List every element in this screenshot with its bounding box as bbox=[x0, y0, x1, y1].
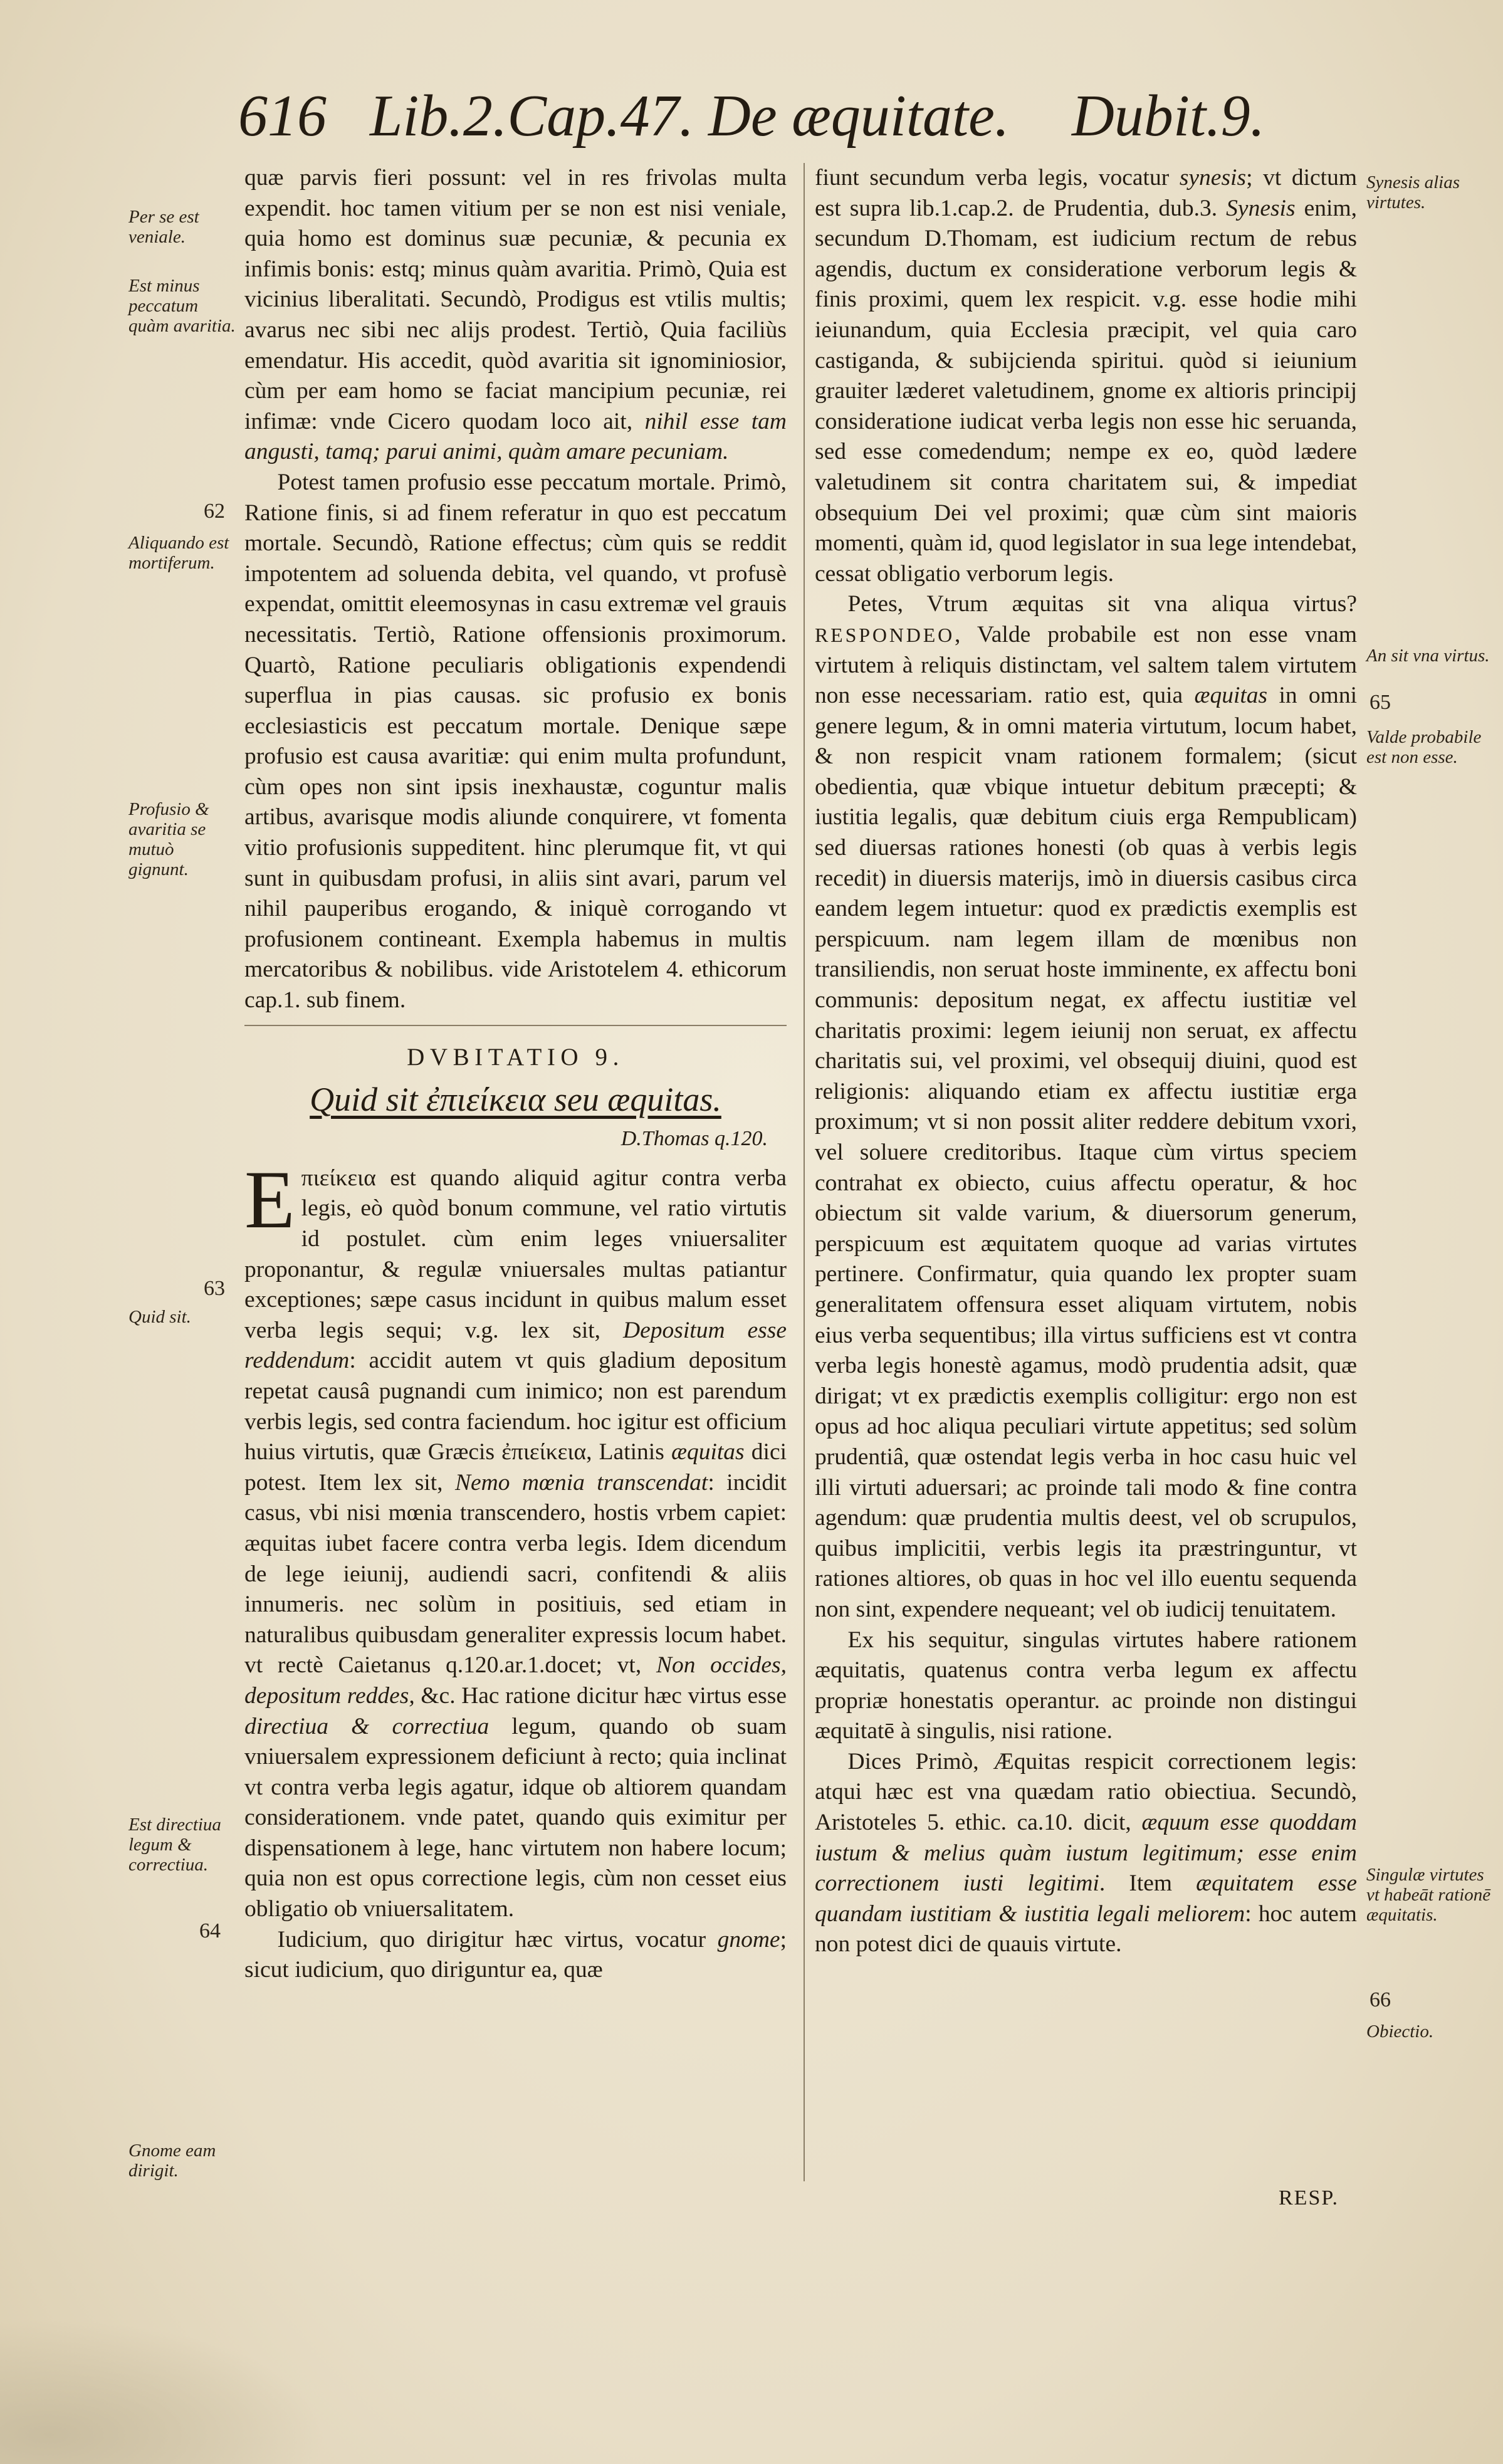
paper-stain bbox=[0, 2319, 326, 2464]
margin-note-directiua: Est directiua legum & correctiua. bbox=[128, 1815, 221, 1875]
paragraph-vtrum-virtus: Petes, Vtrum æquitas sit vna aliqua virtus? RESPONDEO, Valde probabile est non esse vnam virtutem à reliquis distinctam, vel saltem talem virtutem non esse necessariam. ratio est, quia æquitas in omni genere legum, & in omni materia virtutum, locum habet, & non respicit vnam rationem formalem; (sicut obedientia, quæ vbique intuetur debitum præcepti; & iustitia legalis, quæ debitum ciuis erga Rempublicam) sed diuersas rationes honesti (ob quas à verbis legis recedit) in diuersis materijs, imò in diuersis casibus circa eandem legem intuetur: quod ex prædictis exemplis est perspicuum. nam legem illam de mœnibus non transiliendis, non seruat hoste imminente, ex affectu boni communis: depositum negat, ex affectu iustitiæ vel charitatis proximi: legem ieiunij non seruat, ex affectu charitatis sui, vel proximi, vel obsequij diuini, quod est religionis: aliquando etiam ex affectu iustitiæ erga proximum; vt si non possit aliter reddere debitum vxori, vel soluere creditoribus. Itaque cùm virtus speciem contrahat ex obiecto, cuius affectu operatur, & hoc obiectum sit valde varium, & diuersorum generum, perspicuum est æquitatem quoque ad varias virtutes pertinere. Confirmatur, quia quando lex propter suam generalitatem offensura esset aliquam virtutem, nobis eius verba sequentibus; illa virtus sufficiens est vt contra verba legis honestè agamus, modò prudentia adsit, quæ dirigat; vt ex prædictis exemplis colligitur: ergo non est opus ad hoc aliqua peculiari virtute appetitus; sed solùm prudentiâ, quæ ostendat legis verba in hoc casu huic vel illi virtuti aduersari; ac proinde tali modo & fine contra agendum: quæ prudentia multis deest, vel ob scrupulos, quibus implicitii, verbis legis ita præstringuntur, vt rationes altiores, ob quas in hoc vel illo euentu sequenda non sint, expendere nequeant; vel ob iudicij tenuitatem. bbox=[815, 591, 1357, 1622]
section-number-66: 66 bbox=[1369, 1988, 1391, 2011]
margin-note-obiectio: Obiectio. bbox=[1366, 2021, 1434, 2042]
paragraph-dices: Dices Primò, Æquitas respicit correctionem legis: atqui hæc est vna quædam ratio obiectiua. Secundò, Aristoteles 5. ethic. ca.10. dicit, æquum esse quoddam iustum & melius quàm iustum legitimum; esse enim correctionem iusti legitimi. Item æquitatem esse quandam iustitiam & iustitia legali meliorem: hoc autem non potest dici de quauis virtute. bbox=[815, 1748, 1357, 1958]
paragraph-gnome: Iudicium, quo dirigitur hæc virtus, vocatur gnome; sicut iudicium, quo diriguntur ea, quæ bbox=[244, 1926, 787, 1983]
paragraph-sequitur: Ex his sequitur, singulas virtutes habere rationem æquitatis, quatenus contra verba legum ex affectu propriæ honestatis operantur. ac proinde non distingui æquitatē à singulis, nisi ratione. bbox=[815, 1627, 1357, 1744]
margin-note-mortiferum: Aliquando est mortiferum. bbox=[128, 533, 229, 573]
margin-note-quid-sit: Quid sit. bbox=[128, 1307, 191, 1327]
margin-note-probabile: Valde probabile est non esse. bbox=[1366, 727, 1482, 767]
column-divider bbox=[804, 163, 805, 2181]
question-title: Quid sit ἐπιείκεια seu æquitas. bbox=[310, 1081, 721, 1119]
paragraph-peccatum-mortale: Potest tamen profusio esse peccatum mortale. Primò, Ratione finis, si ad finem referatur in quo est peccatum mortale. Secundò, Ratione effectus; cùm quis se reddit impotentem ad soluenda debita, vel quando, vt profusè expendat, omittit eleemosynas in casu extremæ vel grauis necessitatis. Tertiò, Ratione offensionis proximorum. Quartò, Ratione peculiaris obligationis expendendi superflua in pias causas. sic profusio ex bonis ecclesiasticis est peccatum mortale. Denique sæpe profusio est causa avaritiæ: qui enim multa profundunt, cùm opes non sint ipsis inexhaustæ, coguntur malis artibus, avarisque modis aliunde conquirere, vt fomenta vitio profusionis suppeditent. hinc plerumque fit, vt qui sunt in quibusdam profusi, in aliis sint avari, parum vel nihil pauperibus erogando, & iniquè corrogando vt profusionem contineant. Exempla habemus in multis mercatoribus & nobilibus. vide Aristotelem 4. ethicorum cap.1. sub finem. bbox=[244, 469, 787, 1014]
paragraph-synesis: fiunt secundum verba legis, vocatur synesis; vt dictum est supra lib.1.cap.2. de Prudentia, dub.3. Synesis enim, secundum D.Thomam, est iudicium rectum de rebus agendis, ductum ex consideratione verborum legis & finis proximi, quem lex respicit. v.g. esse hodie mihi ieiunandum, quia Ecclesia præcipit, vel quia caro castiganda, & subijcienda spiritui. quòd si ieiunium grauiter læderet valetudinem, gnome ex altioris principij consideratione iudicat verba legis non esse hic seruanda, sed esse comedendum; nempe ex eo, quòd lædere valetudinem sit contra charitatem sui, & impediat obsequium Dei vel proximi; quæ cùm sint maioris momenti, quàm id, quod legislator in sua lege intendebat, cessat obligatio verborum legis. bbox=[815, 165, 1357, 587]
section-number-65: 65 bbox=[1369, 691, 1391, 714]
respondeo: RESPONDEO bbox=[815, 623, 955, 646]
book-chapter: Lib.2.Cap.47. bbox=[370, 83, 694, 149]
margin-note-an-sit: An sit vna virtus. bbox=[1366, 646, 1490, 666]
running-header bbox=[238, 75, 1467, 157]
section-number-62: 62 bbox=[204, 500, 225, 523]
margin-note-singulae: Singulæ virtutes vt habeāt rationē æquitatis. bbox=[1366, 1865, 1491, 1925]
catchword: RESP. bbox=[1279, 2186, 1339, 2210]
paragraph-epieikeia: E πιείκεια est quando aliquid agitur contra verba legis, eò quòd bonum commune, vel ratio virtutis id postulet. cùm enim leges vniuersaliter proponantur, & regulæ vniuersales multas patiantur exceptiones; sæpe casus incidunt in quibus malum esset verba legis sequi; v.g. lex sit, Depositum esse reddendum: accidit autem vt quis gladium depositum repetat causâ pugnandi cum inimico; non est parendum verbis legis, sed contra faciendum. hoc igitur est officium huius virtutis, quæ Græcis ἐπιείκεια, Latinis æquitas dici potest. Item lex sit, Nemo mœnia transcendat: incidit casus, vbi nisi mœnia transcendero, hostis vrbem capiet: æquitas iubet facere contra verba legis. Idem dicendum de lege ieiunij, audiendi sacri, confitendi & aliis innumeris. nec solùm in positiuis, sed etiam in naturalibus quibusdam generaliter expressis locum habet. vt rectè Caietanus q.120.ar.1.docet; vt, Non occides, depositum reddes, &c. Hac ratione dicitur hæc virtus esse directiua & correctiua legum, quando ob suam vniuersalem expressionem deficiunt à recto; quia inclinat vt contra verba legis agatur, idque ob altiorem quandam considerationem. vnde patet, quando quis eximitur per dispensationem à lege, hanc virtutem non habere locum; quia non est opus correctione legis, cùm non cesset eius obligatio ob vniuersalitatem. bbox=[244, 1153, 787, 1922]
left-column bbox=[244, 163, 787, 2200]
margin-note-veniale: Per se est veniale. bbox=[128, 207, 199, 247]
page-number: 616 bbox=[238, 83, 327, 149]
margin-note-profusio: Profusio & avaritia se mutuò gignunt. bbox=[128, 799, 209, 879]
margin-note-minus-peccatum: Est minus peccatum quàm avaritia. bbox=[128, 276, 236, 336]
section-number-64: 64 bbox=[199, 1919, 221, 1942]
dubitatio-label: Dubit.9. bbox=[1072, 83, 1265, 149]
drop-cap: E bbox=[244, 1153, 295, 1245]
margin-note-synesis: Synesis alias virtutes. bbox=[1366, 172, 1460, 212]
dubitatio-heading: DVBITATIO 9. bbox=[407, 1043, 624, 1071]
margin-note-gnome: Gnome eam dirigit. bbox=[128, 2141, 216, 2181]
section-rule bbox=[244, 1025, 787, 1026]
section-number-63: 63 bbox=[204, 1277, 225, 1300]
source-reference: D.Thomas q.120. bbox=[621, 1127, 768, 1151]
running-title: De æquitate. bbox=[708, 83, 1010, 149]
right-column bbox=[815, 163, 1357, 2200]
paragraph-profusio: quæ parvis fieri possunt: vel in res frivolas multa expendit. hoc tamen vitium per se non est nisi veniale, quia homo est dominus suæ pecuniæ, & pecunia ex infimis bonis: estq; minus quàm avaritia. Primò, Quia est vicinius liberalitati. Secundò, Prodigus est vtilis multis; avarus nec sibi nec alijs prodest. Tertiò, Quia faciliùs emendatur. His accedit, quòd avaritia sit ignominiosior, cùm per eam homo se faciat mancipium pecuniæ, rei infimæ: vnde Cicero quodam loco ait, nihil esse tam angusti, tamq; parui animi, quàm amare pecuniam. bbox=[244, 165, 787, 465]
cicero-quote: nihil esse tam angusti, tamq; parui animi, quàm amare pecuniam. bbox=[244, 408, 787, 465]
